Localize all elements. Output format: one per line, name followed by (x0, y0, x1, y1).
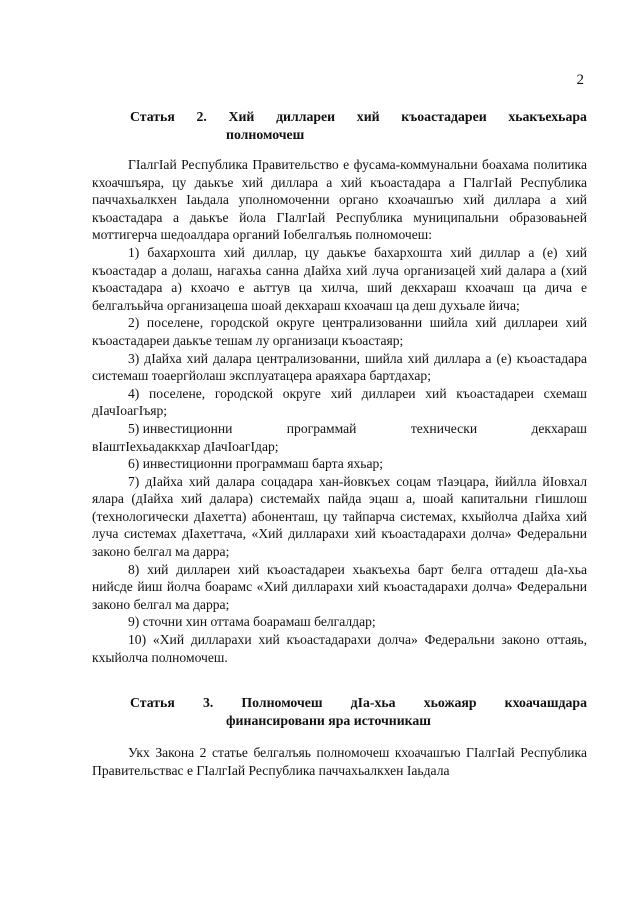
heading-word: къоастадареи (401, 109, 487, 124)
list-item-line (92, 420, 587, 438)
list-item-word: декхараш (531, 420, 587, 436)
list-item (92, 420, 587, 455)
list-item: 2) поселене, городской округе централизованни шийла хий диллареи хий къоастадареи даькъе тешам лу организаци къоастаяр; (92, 315, 587, 348)
heading-word: 2. (196, 109, 207, 124)
article-3-intro: Укх Закона 2 статье белгалъяь полномочеш кхоачашъю ГӀалгӀай Республика Правительствас е ГӀалгӀай Республика паччахьалкхен Ӏаьдала (92, 745, 587, 778)
article-2-heading-continuation: полномочеш (226, 127, 305, 142)
article-3-heading-continuation: финансировани яра источникаш (226, 713, 431, 728)
article-2-body (92, 156, 587, 666)
heading-word: Хий (228, 109, 255, 124)
heading-word: Статья (130, 109, 175, 124)
heading-word: хий (356, 109, 380, 124)
heading-word: диллареи (276, 109, 336, 124)
list-item: 10) «Хий дилларахи хий къоастадарахи долча» Федеральни законо оттаяь, кхыйолча полномочеш. (92, 632, 587, 665)
heading-word: дӀа-хьа (350, 695, 396, 710)
list-item-word: технически (410, 420, 478, 436)
article-3-heading-line (130, 694, 587, 712)
heading-word: хьожаяр (423, 695, 477, 710)
heading-word: хьакъехьара (508, 109, 587, 124)
list-item: 7) дӀайха хий далара соцадара хан-йовкъех соцам тӀаэцара, йийлла йӀовхал ялара (дӀайха хий далара) системайх пайда эцаш а, шоай капитальни гӀишлош (технологически дӀахетта) абоненташ, цу тайпарча системах, кхыйолча дӀайха хий луча системах дӀахеттача, «Хий дилларахи хий къоастадарахи долча» Федеральни законо белгал ма дарра; (92, 473, 587, 560)
list-item-word: 5) инвестиционни (128, 420, 233, 436)
article-3-body (92, 744, 587, 779)
heading-word: Статья (130, 695, 175, 710)
article-2-heading (130, 108, 587, 144)
heading-word: кхоачашдара (504, 695, 587, 710)
article-2-intro: ГӀалгӀай Республика Правительство е фусама-коммунальни боахама политика кхоачшъяра, цу даькъе хий диллара а хий къоастадара а ГӀалгӀай Республика паччахьалкхен Ӏаьдала уполномоченни органо кхоачашъю хий диллара а хий къоастадара а даькъе йола ГӀалгӀай Республика муниципальни образоваьней моттигерча шедоалдара органий Ӏобелгалъяь полномочеш: (92, 157, 587, 243)
list-item: 3) дӀайха хий далара централизованни, шийла хий диллара а (е) къоастадара системаш тоаергйолаш эксплуатацера араяхара бартдахар; (92, 350, 587, 384)
list-item: 4) поселене, городской округе хий диллареи хий къоастадареи схемаш дӀачӀоагӀъяр; (92, 385, 587, 419)
article-3-heading (130, 694, 587, 730)
list-item: 9) сточни хин оттама боарамаш белгалдар; (128, 614, 376, 630)
heading-word: 3. (202, 695, 214, 710)
list-item-word: программай (286, 420, 357, 436)
article-2-heading-line (130, 108, 587, 126)
list-item: 6) инвестиционни программаш барта яхьар; (128, 456, 384, 472)
heading-word: Полномочеш (241, 695, 323, 710)
list-item: 8) хий диллареи хий къоастадареи хьакъехьа барт белга оттадеш дӀа-хьа нийсде йиш йолча боарамс «Хий дилларахи хий къоастадарахи долча» Федеральни законо белгал ма дарра; (92, 561, 587, 612)
list-item: 1) бахархошта хий диллар, цу даькъе бахархошта хий диллар а (е) хий къоастадар а долаш, нагахьа санна дӀайха хий луча организацей хий далара а (хий къоастадара а) кхоачо е аьттув ца хилча, ший декхараш кхоачаш ца дича е белгалъьйча организацеша шоай декхараш кхоачаш ца деш духьале йича; (92, 244, 587, 313)
list-item-continuation: вӀаштӀехьадаккхар дӀачӀоагӀдар; (92, 438, 279, 454)
page-number: 2 (576, 72, 584, 88)
